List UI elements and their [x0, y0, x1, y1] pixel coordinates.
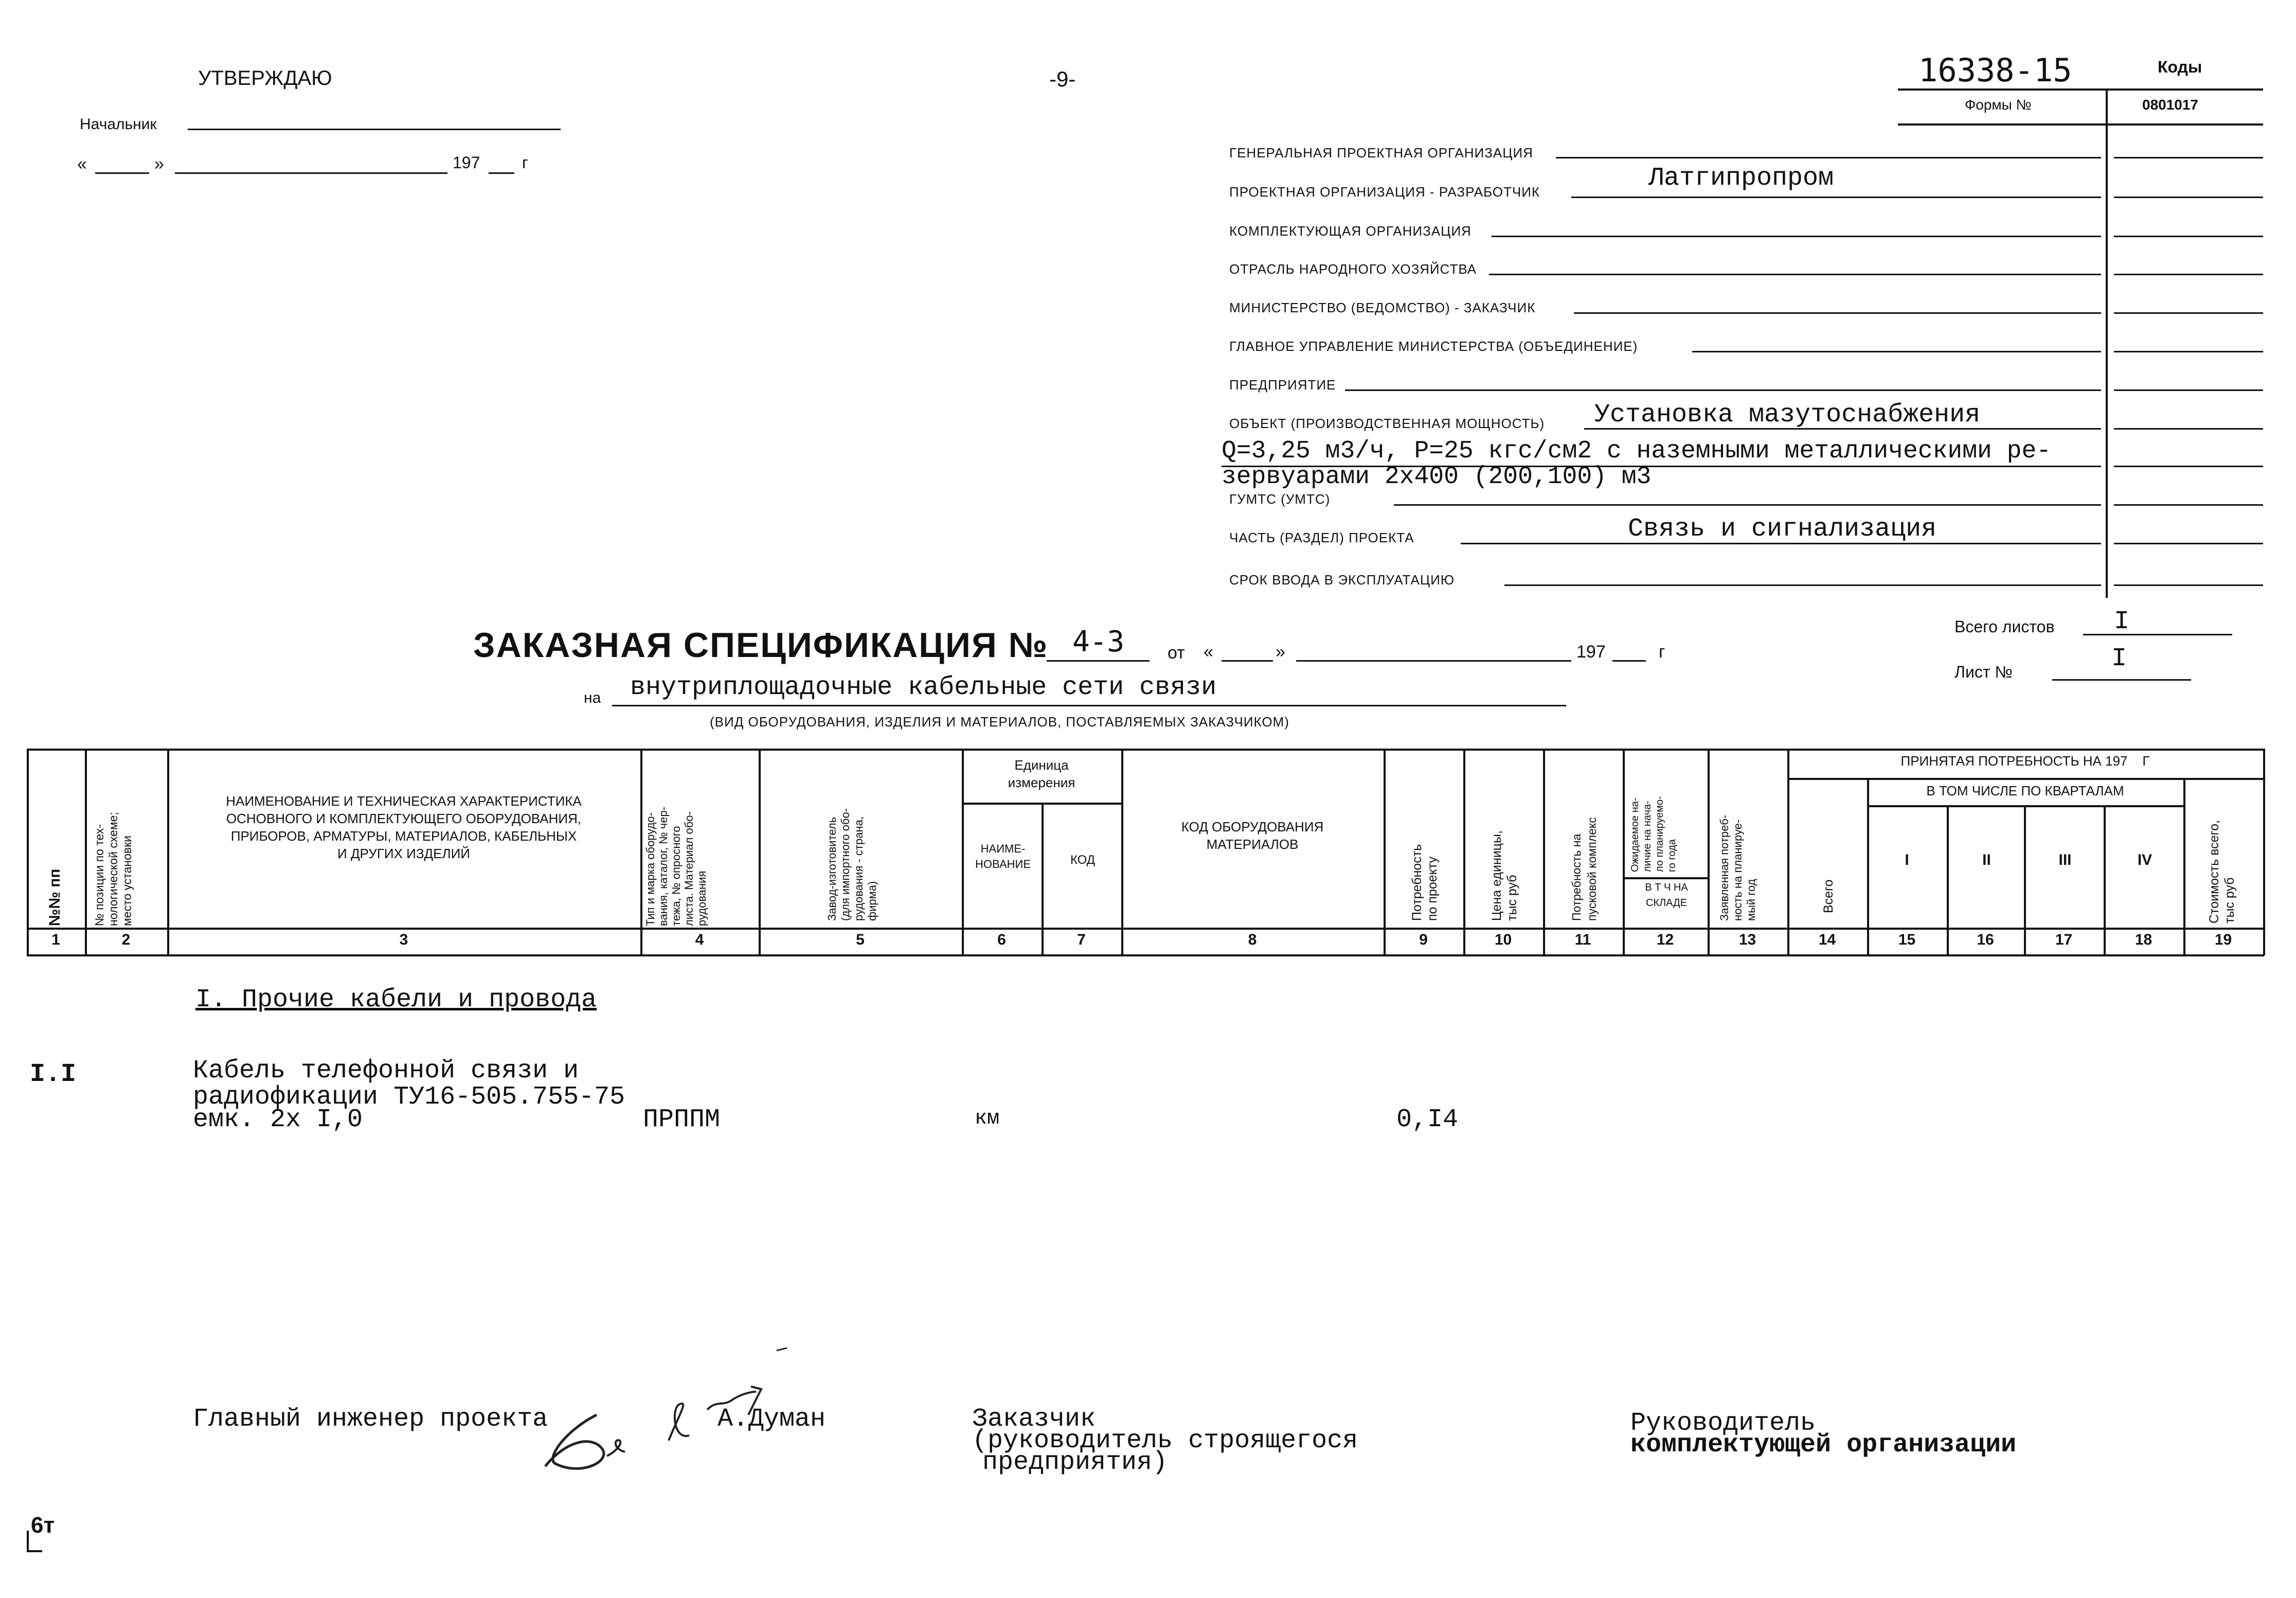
- code-cell-11: [2114, 543, 2263, 544]
- colnum-10: 10: [1494, 931, 1512, 948]
- col-divider-9: [1463, 749, 1465, 955]
- section-line: [1461, 543, 2101, 544]
- general-org-label: ГЕНЕРАЛЬНАЯ ПРОЕКТНАЯ ОРГАНИЗАЦИЯ: [1229, 145, 1533, 161]
- section-heading: I. Прочие кабели и провода: [195, 985, 597, 1015]
- col-divider-2: [167, 749, 169, 955]
- object-line-2: Q=3,25 м3/ч, Р=25 кгс/см2 с наземными металлическими ре-: [1222, 437, 2052, 465]
- code-cell-9: [2114, 466, 2263, 467]
- header-col-2: № позиции по тех- нологической схеме; место установки: [93, 812, 134, 926]
- object-line-1: Установка мазутоснабжения: [1594, 400, 1981, 430]
- object-line-rule-1: [1584, 428, 2101, 430]
- header-col-6: НАИМЕ- НОВАНИЕ: [975, 842, 1031, 871]
- ministry-line: [1574, 312, 2101, 314]
- code-cell-1: [2114, 157, 2263, 158]
- object-label: ОБЪЕКТ (ПРОИЗВОДСТВЕННАЯ МОЩНОСТЬ): [1229, 416, 1545, 431]
- col-divider-10: [1543, 749, 1545, 955]
- code-cell-3: [2114, 236, 2263, 237]
- main-dept-label: ГЛАВНОЕ УПРАВЛЕНИЕ МИНИСТЕРСТВА (ОБЪЕДИНЕНИЕ): [1229, 339, 1638, 354]
- page-number: -9-: [1049, 67, 1076, 91]
- header-q1: I: [1905, 851, 1909, 868]
- header-quarter-group: В ТОМ ЧИСЛЕ ПО КВАРТАЛАМ: [1926, 783, 2124, 798]
- approval-year-suffix: г: [522, 153, 528, 172]
- code-cell-4: [2114, 274, 2263, 275]
- customer-label-line-1: Заказчик: [972, 1405, 1096, 1434]
- enterprise-line: [1345, 389, 2101, 391]
- form-code: 0801017: [2142, 97, 2199, 113]
- branch-label: ОТРАСЛЬ НАРОДНОГО ХОЗЯЙСТВА: [1229, 261, 1477, 277]
- colnum-16: 16: [1977, 931, 1994, 948]
- codes-top-rule: [1898, 88, 2263, 91]
- header-col-12: Ожидаемое на- личие на нача- ло планируемо- го года: [1629, 796, 1678, 872]
- section-value: Связь и сигнализация: [1628, 514, 1937, 544]
- code-cell-8: [2114, 428, 2263, 430]
- main-dept-line: [1692, 351, 2101, 352]
- sheet-label: Лист №: [1954, 663, 2013, 681]
- codes-row-rule-1: [1898, 123, 2263, 126]
- head-label-line-1: Руководитель: [1630, 1409, 1816, 1438]
- customer-label-line-2: (руководитель строящегося: [972, 1426, 1358, 1455]
- item-name-line-1: Кабель телефонной связи и: [193, 1056, 579, 1086]
- ministry-label: МИНИСТЕРСТВО (ВЕДОМСТВО) - ЗАКАЗЧИК: [1229, 300, 1536, 315]
- specification-number: 4-3: [1072, 625, 1125, 659]
- col-divider-19: [2263, 749, 2265, 955]
- title-year-line: [1612, 660, 1646, 662]
- title-quote-open: «: [1204, 642, 1213, 662]
- header-col-14: Всего: [1821, 879, 1836, 913]
- item-number: I.I: [30, 1060, 77, 1089]
- approval-year-line: [489, 172, 514, 174]
- header-col-10: Цена единицы, тыс руб: [1490, 830, 1519, 921]
- corner-mark: 6т: [31, 1513, 55, 1538]
- customer-label-line-3: предприятия): [982, 1448, 1168, 1477]
- approval-date-open: «: [77, 154, 87, 174]
- header-col-5: Завод-изготовитель (для импортного обо- рудования - страна, фирма): [826, 808, 878, 921]
- title-subject-line: [612, 705, 1566, 706]
- title-year: 197: [1576, 642, 1606, 662]
- title-day-line: [1222, 660, 1273, 662]
- colnum-7: 7: [1077, 931, 1086, 948]
- header-col-9: Потребность по проекту: [1410, 844, 1440, 921]
- col-divider-8: [1384, 749, 1386, 955]
- codes-header: Коды: [2158, 58, 2202, 76]
- codes-divider: [2106, 88, 2108, 598]
- colnum-13: 13: [1738, 931, 1756, 948]
- total-sheets-label: Всего листов: [1954, 617, 2055, 636]
- accepted-group-rule: [1787, 778, 2263, 780]
- colnum-11: 11: [1574, 931, 1591, 948]
- code-cell-12: [2114, 584, 2263, 586]
- colnum-17: 17: [2055, 931, 2073, 948]
- col-divider-14: [1867, 778, 1869, 955]
- section-label: ЧАСТЬ (РАЗДЕЛ) ПРОЕКТА: [1229, 530, 1414, 545]
- col-divider-18: [2183, 778, 2185, 955]
- header-col-8: КОД ОБОРУДОВАНИЯ МАТЕРИАЛОВ: [1181, 819, 1324, 852]
- document-number: 16338-15: [1918, 51, 2072, 89]
- subject-caption: (ВИД ОБОРУДОВАНИЯ, ИЗДЕЛИЯ И МАТЕРИАЛОВ, ПОСТАВЛЯЕМЫХ ЗАКАЗЧИКОМ): [710, 714, 1289, 730]
- col-divider-0: [27, 749, 29, 955]
- code-cell-10: [2114, 504, 2263, 506]
- developer-line: [1571, 197, 2101, 198]
- colnum-1: 1: [51, 931, 60, 948]
- col-divider-11: [1623, 749, 1625, 955]
- chief-signature-line: [188, 129, 561, 130]
- term-line: [1504, 584, 2101, 586]
- approval-month-line: [175, 172, 447, 174]
- spec-number-line: [1047, 660, 1150, 662]
- approval-title: УТВЕРЖДАЮ: [198, 67, 332, 90]
- sheet-value: I: [2111, 644, 2127, 673]
- colnum-5: 5: [856, 931, 865, 948]
- col-divider-7: [1121, 749, 1123, 955]
- title-from: от: [1168, 643, 1185, 663]
- colnum-6: 6: [997, 931, 1006, 948]
- colnum-18: 18: [2134, 931, 2152, 948]
- header-col-11: Потребность на пусковой комплекс: [1570, 817, 1599, 921]
- item-type: ПРППМ: [643, 1105, 721, 1134]
- item-unit: км: [975, 1107, 1000, 1130]
- header-col-12b: В Т Ч НА СКЛАДЕ: [1645, 882, 1688, 909]
- gumts-line: [1394, 504, 2101, 506]
- specification-title: ЗАКАЗНАЯ СПЕЦИФИКАЦИЯ №: [473, 626, 1049, 665]
- colnum-3: 3: [399, 931, 408, 948]
- supplier-org-line: [1492, 236, 2101, 237]
- form-label: Формы №: [1965, 97, 2032, 113]
- title-quote-close: »: [1276, 642, 1285, 662]
- colnum-14: 14: [1818, 931, 1836, 948]
- approval-year: 197: [453, 153, 480, 172]
- colnum-2: 2: [121, 931, 131, 948]
- header-col-13: Заявленная потреб- ность на планируе- мый год: [1718, 814, 1757, 921]
- colnum-9: 9: [1419, 931, 1428, 948]
- title-year-suffix: г: [1659, 642, 1665, 662]
- colnum-8: 8: [1248, 931, 1257, 948]
- sheet-line: [2052, 679, 2191, 681]
- colnum-4: 4: [695, 931, 704, 948]
- chief-engineer-name: А.Думан: [718, 1405, 826, 1434]
- header-col-3: НАИМЕНОВАНИЕ И ТЕХНИЧЕСКАЯ ХАРАКТЕРИСТИКА ОСНОВНОГО И КОМПЛЕКТУЮЩЕГО ОБОРУДОВАНИЯ, ПРИБОРОВ, АРМАТУРЫ, МАТЕРИАЛОВ, КАБЕЛЬНЫХ И ДРУГИХ ИЗДЕЛИЙ: [226, 793, 582, 861]
- chief-engineer-label: Главный инженер проекта: [193, 1405, 548, 1434]
- header-accepted-group: ПРИНЯТАЯ ПОТРЕБНОСТЬ НА 197 Г: [1900, 753, 2150, 769]
- total-sheets-line: [2083, 634, 2232, 635]
- code-cell-2: [2114, 197, 2263, 198]
- item-name-line-3: емк. 2х I,0: [193, 1105, 363, 1134]
- corner-mark-tick: [27, 1531, 29, 1551]
- total-sheets-value: I: [2114, 607, 2130, 636]
- header-unit-group: Единица измерения: [1008, 757, 1075, 790]
- title-on: на: [584, 689, 601, 706]
- header-col-1: №№ пп: [46, 868, 63, 926]
- code-cell-6: [2114, 351, 2263, 352]
- developer-value: Латгипропром: [1648, 164, 1834, 193]
- header-q2: II: [1982, 851, 1991, 868]
- corner-mark-tick-base: [27, 1550, 42, 1552]
- supplier-org-label: КОМПЛЕКТУЮЩАЯ ОРГАНИЗАЦИЯ: [1229, 223, 1472, 239]
- developer-label: ПРОЕКТНАЯ ОРГАНИЗАЦИЯ - РАЗРАБОТЧИК: [1229, 184, 1540, 200]
- table-top-border: [27, 749, 2264, 751]
- colnum-12: 12: [1656, 931, 1674, 948]
- gumts-label: ГУМТС (УМТС): [1229, 491, 1331, 507]
- object-line-3: зервуарами 2х400 (200,100) м3: [1222, 463, 1652, 491]
- header-col-7: КОД: [1070, 853, 1096, 867]
- general-org-line: [1556, 157, 2101, 158]
- enterprise-label: ПРЕДПРИЯТИЕ: [1229, 377, 1336, 393]
- col-divider-12: [1708, 749, 1710, 955]
- col-divider-1: [85, 749, 87, 955]
- branch-line: [1489, 274, 2101, 275]
- title-subject: внутриплощадочные кабельные сети связи: [630, 673, 1217, 702]
- header-col-4: Тип и марка оборудо- вания, каталог, № чер- тежа, № опросного листа. Материал обо- рудования: [644, 806, 708, 926]
- chief-label: Начальник: [80, 116, 157, 133]
- item-quantity: 0,I4: [1396, 1105, 1459, 1134]
- table-header-bottom-border: [27, 928, 2264, 930]
- approval-date-close: »: [154, 154, 164, 174]
- head-label-line-2: комплектующей организации: [1630, 1430, 2017, 1460]
- colnum-19: 19: [2214, 931, 2232, 948]
- header-col-19: Стоимость всего, тыс руб: [2207, 820, 2237, 924]
- quarter-group-rule: [1867, 805, 2183, 807]
- unit-group-rule: [962, 803, 1121, 805]
- col-divider-5: [962, 749, 964, 955]
- code-cell-7: [2114, 389, 2263, 391]
- col-divider-3: [640, 749, 642, 955]
- header-q3: III: [2058, 851, 2072, 868]
- code-cell-5: [2114, 312, 2263, 314]
- approval-day-line: [95, 172, 149, 174]
- header-q4: IV: [2137, 851, 2152, 868]
- col12-split-rule: [1623, 877, 1708, 879]
- term-label: СРОК ВВОДА В ЭКСПЛУАТАЦИЮ: [1229, 572, 1455, 588]
- title-month-line: [1296, 660, 1571, 662]
- col-divider-4: [759, 749, 761, 955]
- item-name-line-2: радиофикации ТУ16-505.755-75: [193, 1082, 625, 1112]
- colnum-15: 15: [1898, 931, 1916, 948]
- table-number-row-bottom-border: [27, 954, 2264, 956]
